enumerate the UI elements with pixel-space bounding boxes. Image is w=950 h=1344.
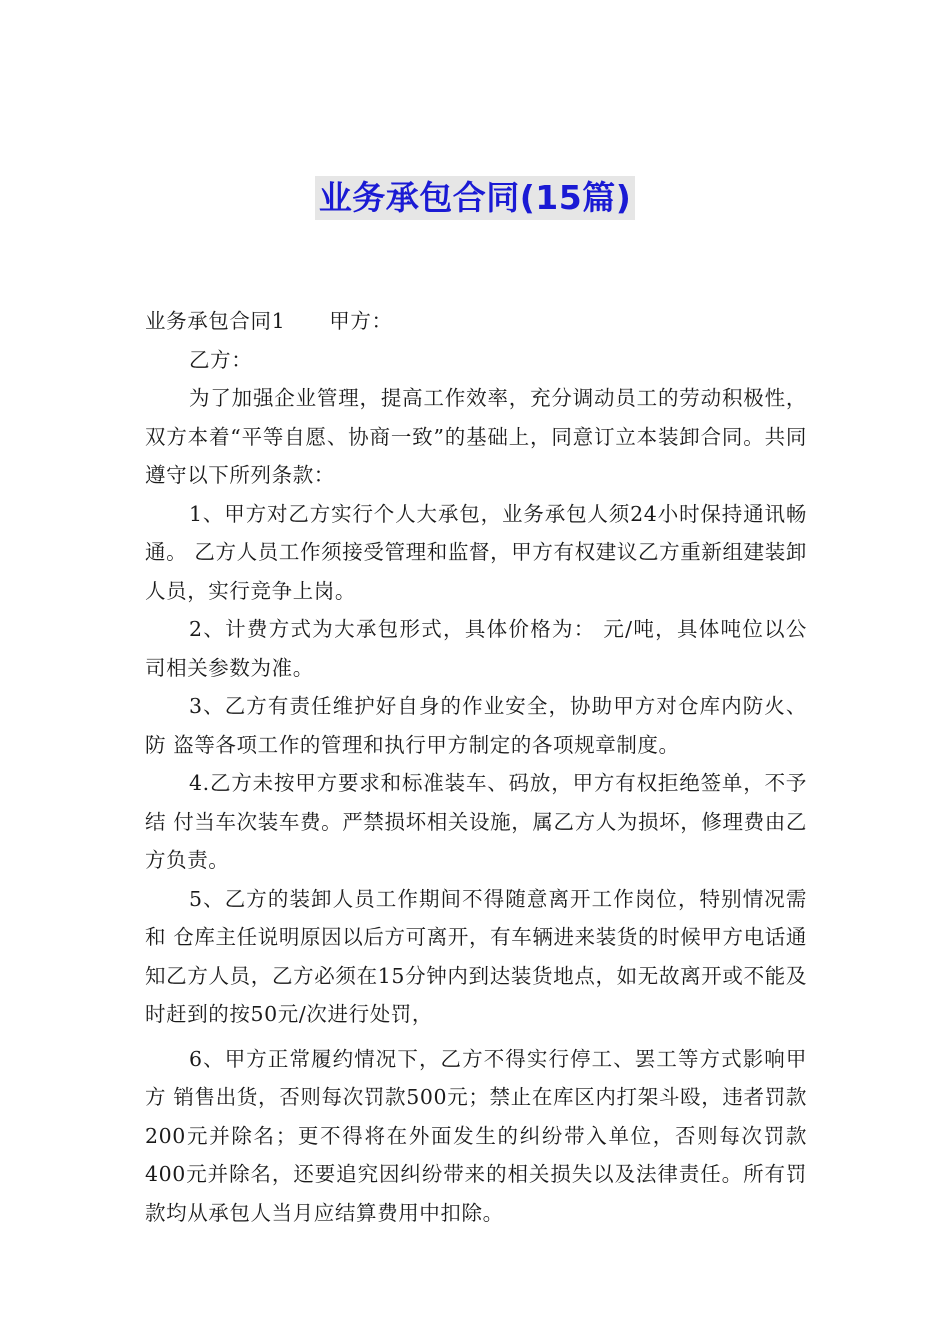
clause-5: 5、乙方的装卸人员工作期间不得随意离开工作岗位，特别情况需和 仓库主任说明原因以后方可离开，有车辆进来装货的时候甲方电话通知乙方人员，乙方必须在15分钟内到达装货地点，如无故离开或不能及时赶到的按50元/次进行处罚， [145, 886, 807, 1026]
clause-1: 1、甲方对乙方实行个人大承包，业务承包人须24小时保持通讯畅通。 乙方人员工作须接受管理和监督，甲方有权建议乙方重新组建装卸人员，实行竞争上岗。 [145, 501, 807, 603]
clause-6: 6、甲方正常履约情况下，乙方不得实行停工、罢工等方式影响甲方 销售出货，否则每次罚款500元；禁止在库区内打架斗殴，违者罚款200元并除名；更不得将在外面发生的纠纷带入单位，否则每次罚款400元并除名，还要追究因纠纷带来的相关损失以及法律责任。所有罚款均从承包人当月应结算费用中扣除。 [145, 1046, 807, 1225]
clause-2: 2、计费方式为大承包形式，具体价格为： 元/吨，具体吨位以公司相关参数为准。 [145, 617, 807, 680]
heading-line [145, 302, 807, 341]
paragraph-intro: 为了加强企业管理，提高工作效率，充分调动员工的劳动积极性，双方本着“平等自愿、协商一致”的基础上，同意订立本装卸合同。共同遵守以下所列条款： [145, 386, 807, 487]
party-b-label: 乙方： [189, 347, 253, 372]
title-container [0, 176, 950, 220]
clause-3: 3、乙方有责任维护好自身的作业安全，协助甲方对仓库内防火、防 盗等各项工作的管理和执行甲方制定的各项规章制度。 [145, 694, 807, 757]
contract-heading: 业务承包合同1 [145, 309, 286, 333]
document-body [145, 302, 807, 1232]
document-title: 业务承包合同(15篇) [315, 176, 636, 220]
party-a-label: 甲方： [329, 309, 393, 333]
clause-4: 4.乙方未按甲方要求和标准装车、码放，甲方有权拒绝签单，不予结 付当车次装车费。严禁损坏相关设施，属乙方人为损坏，修理费由乙 方负责。 [145, 771, 807, 872]
